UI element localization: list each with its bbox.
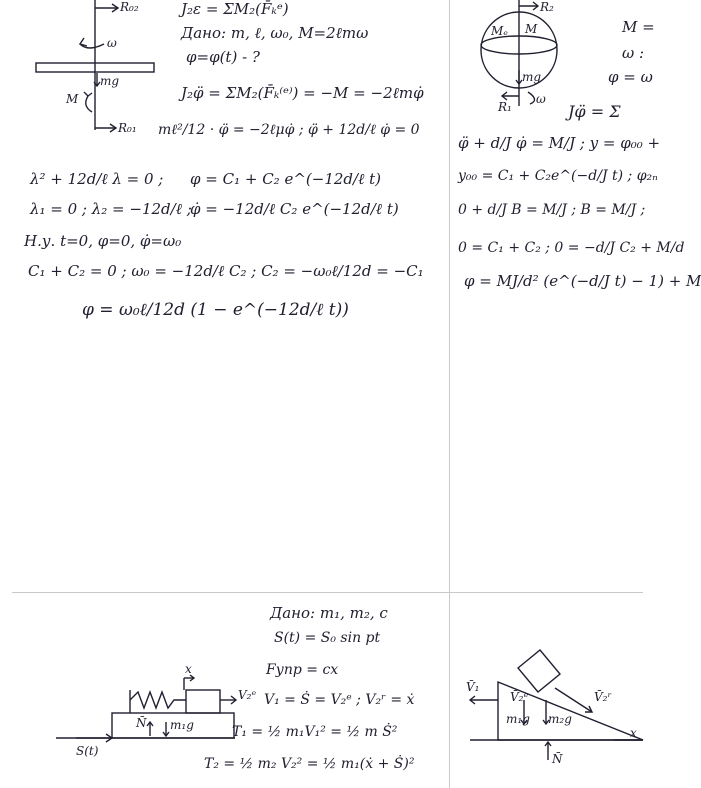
label-n: N̄: [136, 716, 147, 730]
rt-line-answer: φ = MJ/d² (e^(−d/J t) − 1) + M: [464, 272, 701, 290]
label-m1g: m₁g: [170, 718, 194, 732]
line-answer: φ = ω₀ℓ/12d (1 − e^(−12d/ℓ t)): [82, 300, 349, 320]
label-rb-v2e: V̄₂ᵉ: [510, 690, 529, 704]
lb-line-velocities: V₁ = Ṡ = V₂ᵉ ; V₂ʳ = ẋ: [264, 692, 415, 708]
moment-arc-head: [84, 92, 92, 96]
rt-line-ode: φ̈ + d/J φ̇ = M/J ; y = φ₀₀ +: [458, 134, 661, 152]
lb-line-given: Дано: m₁, m₂, c: [270, 604, 388, 622]
label-moment: M: [66, 92, 79, 106]
line-roots: λ₁ = 0 ; λ₂ = −12d/ℓ ;: [30, 200, 192, 218]
rt-line-phi: φ = ω: [608, 68, 653, 86]
rt-line-constants: 0 = C₁ + C₂ ; 0 = −d/J C₂ + M/d: [458, 240, 685, 256]
line-find: φ=φ(t) - ?: [186, 48, 260, 66]
line-moment-equation: J₂ε = ΣM₂(F̄ₖᵉ): [181, 0, 289, 18]
v2r-arrow: [555, 688, 592, 712]
moment-arc: [86, 96, 92, 112]
label-r2: R₂: [540, 0, 554, 14]
label-v1: V̄₁: [466, 680, 480, 694]
label-me: Mₑ: [491, 24, 508, 38]
lb-line-t1: T₁ = ½ m₁V₁² = ½ m Ṡ²: [232, 724, 398, 740]
label-r1: R₁: [498, 100, 512, 114]
lb-line-t2: T₂ = ½ m₂ V₂² = ½ m₁(ẋ + Ṡ)²: [204, 756, 415, 772]
line-constants: C₁ + C₂ = 0 ; ω₀ = −12d/ℓ C₂ ; C₂ = −ω₀ℓ/12d = −C₁: [28, 262, 424, 280]
label-r02: R₀₂: [120, 0, 139, 14]
rt-line-homogeneous: y₀₀ = C₁ + C₂e^(−d/J t) ; φ₂ₙ: [458, 168, 658, 184]
lb-line-s: S(t) = S₀ sin pt: [274, 630, 381, 646]
label-v2e: V₂ᵉ: [238, 688, 257, 702]
label-x: x: [185, 662, 192, 676]
line-characteristic: λ² + 12d/ℓ λ = 0 ;: [30, 170, 164, 188]
rt-line-omega: ω :: [622, 44, 645, 62]
sliding-block: [186, 690, 220, 713]
rt-line-particular: 0 + d/J B = M/J ; B = M/J ;: [458, 202, 646, 218]
rt-line-m: M =: [622, 18, 655, 36]
label-sphere-mg: mg: [522, 70, 542, 84]
spring: [130, 692, 186, 708]
lb-line-force: Fупр = cx: [266, 662, 339, 678]
wedge-block: [518, 650, 560, 692]
right-top-text-region: [450, 0, 701, 592]
rt-line-dynamics: Jφ̈ = Σ: [568, 102, 621, 121]
line-dynamics: J₂φ̈ = ΣM₂(F̄ₖ⁽ᵉ⁾) = −M = −2ℓmφ̇: [181, 84, 424, 102]
label-rb-x: x: [630, 726, 637, 740]
line-ode: mℓ²/12 · φ̈ = −2ℓμφ̇ ; φ̈ + 12d/ℓ φ̇ = 0: [158, 122, 420, 138]
line-general-solution: φ = C₁ + C₂ e^(−12d/ℓ t): [190, 170, 381, 188]
omega-arc-head: [80, 38, 87, 46]
line-initial-conditions: Н.у. t=0, φ=0, φ̇=ω₀: [24, 232, 182, 250]
line-given: Дано: m, ℓ, ω₀, M=2ℓmω: [181, 24, 369, 42]
label-mg: mg: [100, 74, 120, 88]
label-sphere-m: M: [525, 22, 538, 36]
label-v2r: V̄₂ʳ: [594, 690, 612, 704]
label-st: S(t): [76, 744, 99, 758]
label-rb-n: N̄: [552, 752, 563, 766]
label-rb-m2g: m₂g: [548, 712, 572, 726]
label-r01: R₀₁: [118, 121, 137, 135]
label-sphere-omega: ω: [536, 92, 546, 106]
label-rb-m1g: m₁g: [506, 712, 530, 726]
line-derivative: φ̇ = −12d/ℓ C₂ e^(−12d/ℓ t): [190, 200, 399, 218]
label-omega: ω: [107, 36, 117, 50]
